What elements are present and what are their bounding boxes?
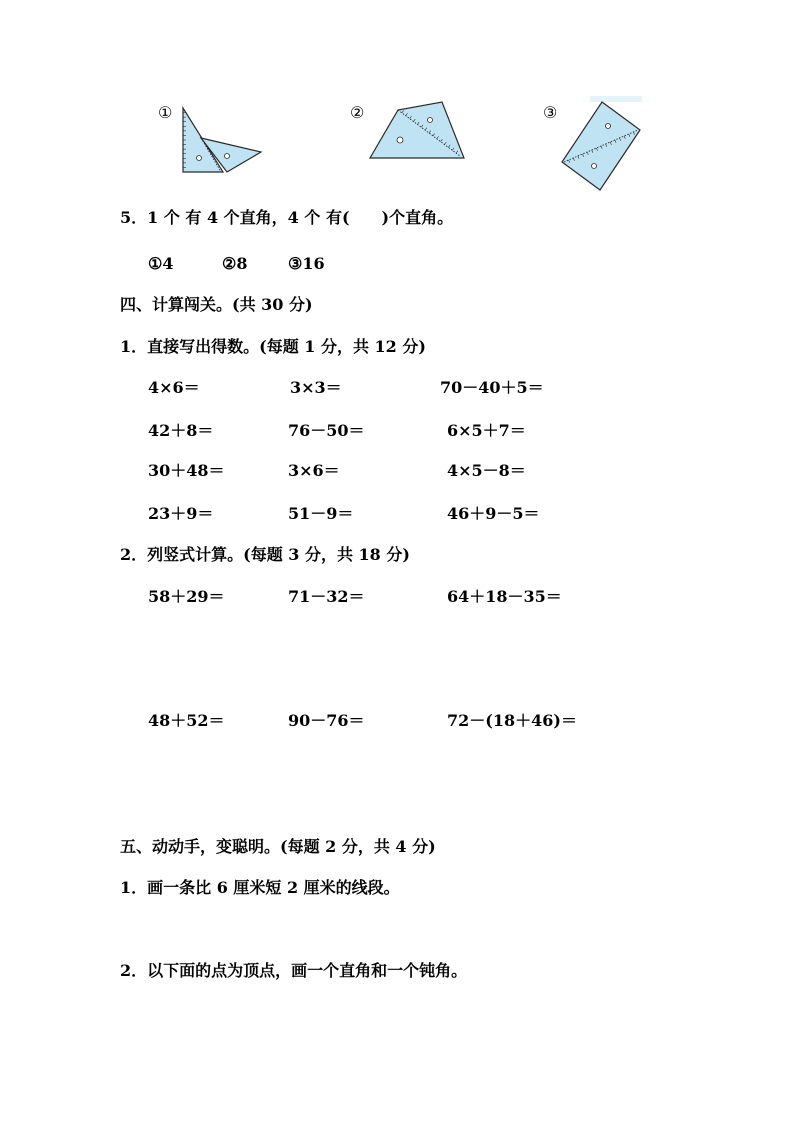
- calc-item: 23＋9＝: [148, 504, 214, 523]
- figure-1-set-squares: [175, 100, 270, 180]
- calc-item: 51－9＝: [288, 504, 354, 523]
- calc-item: 76－50＝: [288, 421, 365, 440]
- calc-item: 4×5－8＝: [447, 461, 526, 480]
- vertical-calc-item: 90－76＝: [288, 711, 365, 730]
- q5-text: 5．1 个 有 4 个直角，4 个 有( )个直角。: [120, 208, 454, 227]
- calc-item: 3×3＝: [290, 378, 342, 397]
- vertical-calc-item: 64＋18－35＝: [447, 587, 562, 606]
- calc-item: 4×6＝: [148, 378, 200, 397]
- section4-q2-title: 2．列竖式计算。(每题 3 分，共 18 分): [120, 545, 410, 564]
- figure-2-set-squares: [368, 100, 468, 165]
- vertical-calc-item: 72－(18＋46)＝: [447, 711, 577, 730]
- figure-label-2: ②: [350, 103, 365, 122]
- calc-item: 46＋9－5＝: [447, 504, 540, 523]
- q5-option-3: ③16: [288, 254, 325, 273]
- calc-item: 42＋8＝: [148, 421, 214, 440]
- set-square-quad: [370, 102, 464, 158]
- calc-item: 3×6＝: [288, 461, 340, 480]
- vertical-calc-item: 58＋29＝: [148, 587, 225, 606]
- figure-3-set-squares: [560, 96, 645, 194]
- section4-title: 四、计算闯关。(共 30 分): [120, 295, 313, 314]
- figure-label-1: ①: [158, 103, 173, 122]
- section5-q1: 1．画一条比 6 厘米短 2 厘米的线段。: [120, 878, 400, 897]
- section4-q1-title: 1．直接写出得数。(每题 1 分，共 12 分): [120, 337, 426, 356]
- q5-option-1: ①4: [148, 254, 174, 273]
- vertical-calc-item: 48＋52＝: [148, 711, 225, 730]
- section5-title: 五、动动手，变聪明。(每题 2 分，共 4 分): [120, 837, 436, 856]
- calc-item: 30＋48＝: [148, 461, 225, 480]
- vertical-calc-item: 71－32＝: [288, 587, 365, 606]
- figure-label-3: ③: [543, 103, 558, 122]
- calc-item: 6×5＋7＝: [447, 421, 526, 440]
- calc-item: 70－40＋5＝: [440, 378, 544, 397]
- q5-option-2: ②8: [222, 254, 248, 273]
- section5-q2: 2．以下面的点为顶点，画一个直角和一个钝角。: [120, 961, 468, 980]
